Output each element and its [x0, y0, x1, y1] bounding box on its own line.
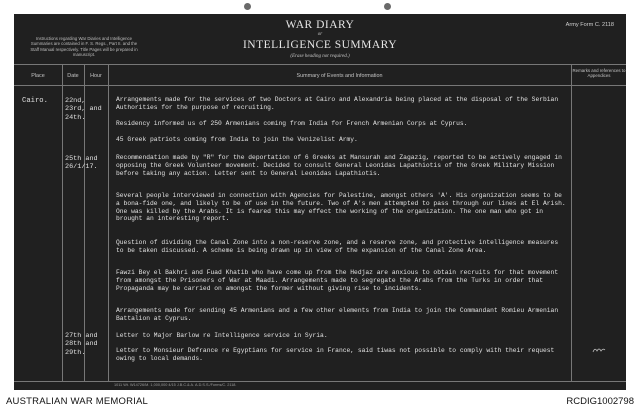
table-bottom-rule: [14, 381, 626, 382]
summary-paragraph: Letter to Monsieur Defrance re Egyptians for service in France, said tiwas not possible to comply with their request owing to local demands.: [116, 347, 555, 362]
column-divider: [108, 64, 109, 382]
table-top-rule: [14, 64, 626, 65]
summary-paragraph: Arrangements made for the services of two Doctors at Cairo and Alexandria being placed at the disposal of the Serbian Authorities for the purpose of recruiting.: [116, 96, 559, 111]
instructions-note: Instructions regarding War Diaries and Intelligence Summaries are contained in F. S. Regs., Part II. and the Staff Manual respectively. Title Pages will be prepared in manuscript.: [30, 36, 138, 58]
printer-imprint: 1011 Wt. W14726/M. 1,000,000 4/15 J.B.C.& A. A.D.S.S./Forms/C. 2118.: [114, 383, 237, 387]
form-number: Army Form C. 2118: [565, 22, 614, 28]
date-entry: 25th and 26/1/17.: [65, 155, 98, 172]
summary-paragraph: Several people interviewed in connection with Agencies for Palestine, amongst others 'A'. His organization seems to be a bona-fide one, and likely to be of use in the future. Two of A's men attempted to pass through our lines at El Arish. One was killed by the Arabs. It is feared this may effect the working of the organization. The one man who got in brought an interesting report.: [116, 192, 566, 223]
binder-holes: [0, 0, 640, 14]
header-bottom-rule: [14, 85, 626, 86]
column-header-remarks: Remarks and references to Appendices: [572, 68, 626, 78]
title-or: or: [317, 32, 323, 37]
date-entry: 22nd, 23rd, and 24th.: [65, 97, 102, 122]
summary-paragraph: Question of dividing the Canal Zone into a non-reserve zone, and a reserve zone, and protective intelligence measures to be taken discussed. A scheme is being drawn up in view of the expansion of the Canal Zone Area.: [116, 239, 559, 254]
archive-institution: AUSTRALIAN WAR MEMORIAL: [6, 396, 149, 407]
column-header-place: Place: [31, 73, 45, 79]
summary-paragraph: Arrangements made for sending 45 Armenians and a few other elements from India to join the Commandant Romieu Armenian Battalion at Cyprus.: [116, 307, 559, 322]
summary-paragraph: Letter to Major Barlow re Intelligence service in Syria.: [116, 332, 328, 339]
archive-reference: RCDIG1002798: [566, 396, 634, 407]
column-header-hour: Hour: [90, 73, 102, 79]
title-war-diary: WAR DIARY: [285, 19, 355, 31]
summary-paragraph: 45 Greek patriots coming from India to join the Venizelist Army.: [116, 136, 358, 143]
binder-hole: [244, 3, 251, 10]
date-entry: 27th and 28th and 29th.: [65, 332, 98, 357]
column-header-date: Date: [67, 73, 79, 79]
margin-annotation-mark: [592, 346, 606, 354]
column-header-summary: Summary of Events and Information: [296, 73, 383, 79]
title-erase-note: (Erase heading not required.): [290, 54, 350, 59]
summary-paragraph: Fawzi Bey el Bakhri and Fuad Khatib who have come up from the Hedjaz are anxious to obtain recruits for that movement from amongst the Prisoners of War at Maadi. Arrangements made to segregate the Arabs from the Turks in order that Propaganda may be carried on amongst the former without giving rise to incidents.: [116, 269, 559, 292]
war-diary-page: [14, 14, 626, 390]
place-entry: Cairo.: [22, 97, 48, 105]
summary-paragraph: Residency informed us of 250 Armenians coming from India for French Armenian Corps at Cyprus.: [116, 120, 468, 127]
summary-paragraph: Recommendation made by "R" for the deportation of 6 Greeks at Mansurah and Zagazig, reported to be actively engaged in opposing the Greek Volunteer movement. Decided to consult General Leonidas Lapathiotis of the Greek Military Mission before taking any action. Letter sent to General Leonidas Lapathiotis.: [116, 154, 562, 177]
column-divider: [571, 64, 572, 382]
binder-hole: [384, 3, 391, 10]
title-intelligence-summary: INTELLIGENCE SUMMARY: [242, 39, 398, 51]
column-divider: [62, 64, 63, 382]
